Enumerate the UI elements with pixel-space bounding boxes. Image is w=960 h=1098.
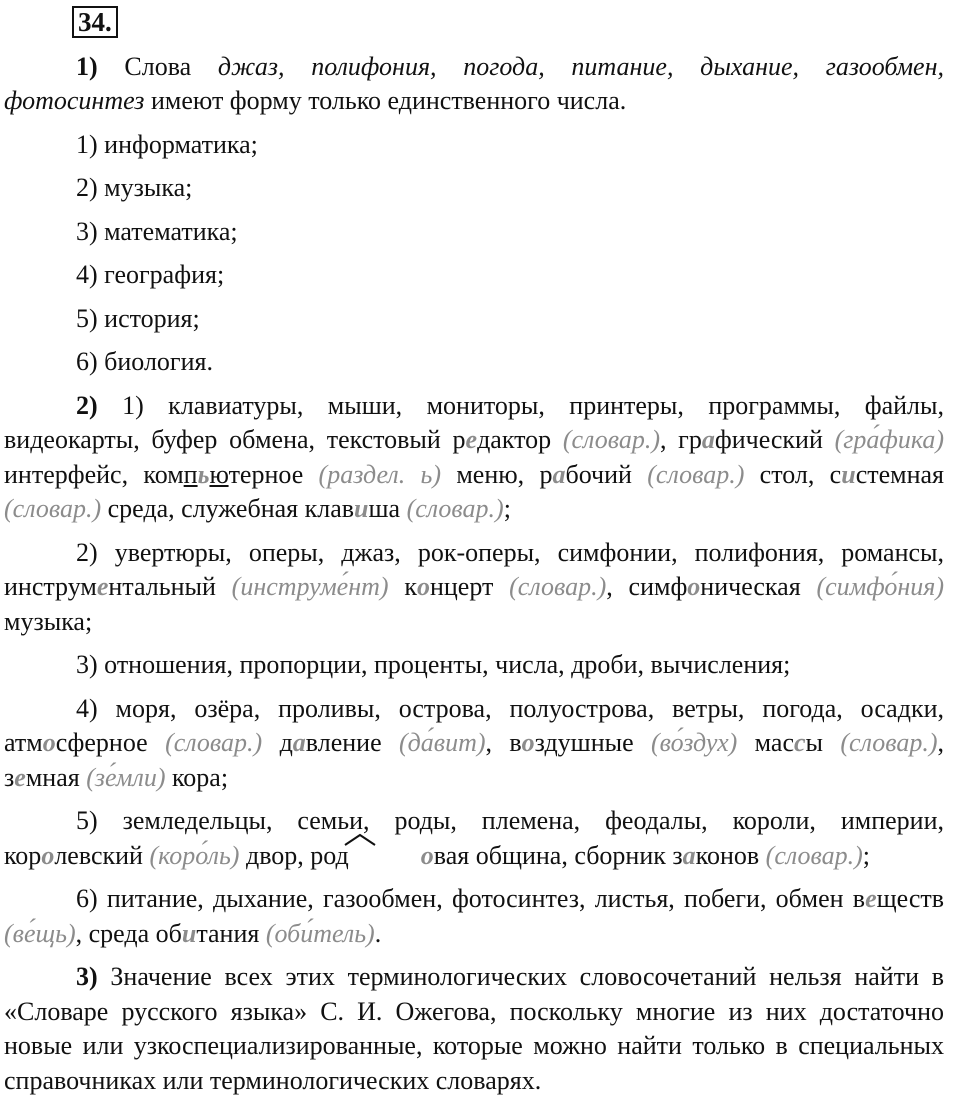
text-run: терное — [228, 459, 319, 489]
text-run: вление — [305, 728, 399, 757]
vowel-mark: а — [292, 728, 306, 757]
vowel-mark: е — [465, 425, 478, 454]
list-item: 3) математика; — [76, 216, 238, 246]
vowel-mark: о — [41, 840, 55, 870]
text-run: 2) увертюры, оперы, джаз, рок-оперы, симфонии, полифония, романсы, инструм — [4, 537, 944, 601]
root-mark — [349, 839, 434, 874]
text-run: , з — [4, 728, 945, 792]
text-run: ; — [503, 494, 511, 523]
vowel-mark: и — [354, 494, 369, 523]
comment: (симфо́ния) — [816, 572, 945, 601]
task-3-label: 3) — [76, 962, 98, 991]
text-run: вая община, сборник з — [433, 840, 683, 870]
vowel-mark: о — [687, 572, 701, 601]
text-run: кора; — [165, 762, 229, 792]
comment: (словар.) — [765, 840, 863, 870]
comment: (коро́ль) — [149, 840, 240, 870]
vowel-mark: о — [420, 840, 434, 870]
task-1-paragraph — [4, 50, 944, 119]
task-2-group-4 — [4, 692, 944, 796]
task-2-group-5 — [4, 804, 944, 873]
comment: (словар.) — [165, 728, 263, 757]
text-run: стемная — [855, 459, 945, 489]
list-item: 4) география; — [76, 260, 225, 289]
text-run: нцерт — [429, 572, 510, 601]
comment: (словар.) — [406, 494, 504, 523]
vowel-mark: и — [841, 459, 856, 489]
text-run: среда, служебная клав — [101, 494, 355, 523]
text-run: тания — [196, 918, 266, 948]
vowel-mark: о — [416, 572, 430, 601]
vowel-mark: и — [181, 918, 197, 948]
vowel-mark: а — [701, 425, 715, 454]
text-run: 5) земледельцы, семьи, роды, племена, феодалы, короли, империи, кор — [4, 806, 944, 870]
vowel-mark: ь — [197, 459, 210, 489]
comment: (словар.) — [509, 572, 607, 601]
text-run: , в — [485, 728, 522, 757]
text-run: , гр — [659, 425, 702, 454]
task-2-group-2 — [4, 536, 944, 640]
vowel-mark: е — [14, 762, 26, 792]
text-run: ша — [368, 494, 407, 523]
text-run: ; — [862, 840, 871, 870]
text-run: ществ — [876, 884, 944, 913]
text-run: ы — [805, 728, 841, 757]
task-1-text-end: имеют форму только единственного числа. — [144, 86, 627, 115]
text-run: меню, р — [441, 459, 553, 489]
comment: (словар.) — [562, 425, 660, 454]
text-run: стол, с — [744, 459, 842, 489]
list-item: 5) история; — [76, 303, 200, 333]
vowel-mark: а — [552, 459, 566, 489]
vowel-mark: е — [96, 572, 109, 601]
underlined-letter: ю — [209, 459, 229, 489]
text-run: интерфейс, ком — [4, 459, 184, 489]
vowel-mark: а — [682, 840, 696, 870]
task-1-text: Слова — [97, 51, 218, 81]
vowel-mark: с — [794, 728, 806, 757]
comment: (инструме́нт) — [231, 572, 389, 601]
comment: (словар.) — [4, 494, 102, 523]
text-run: 4) моря, озёра, проливы, острова, полуострова, ветры, погода, осадки, атм — [4, 693, 944, 757]
vowel-mark: о — [521, 728, 535, 757]
list-item: 6) биология. — [76, 347, 213, 376]
text-run: двор, род — [239, 840, 349, 870]
comment: (словар.) — [840, 728, 938, 757]
text-run: д — [262, 728, 293, 757]
list-item: 2) музыка; — [76, 173, 193, 202]
comment: (зе́мли) — [86, 762, 166, 792]
text-run: здушные — [534, 728, 651, 757]
root-arc-icon — [343, 833, 377, 847]
exercise-number-box: 34. — [72, 6, 118, 38]
underlined-letter: п — [183, 459, 198, 489]
comment: (раздел. ь) — [318, 459, 442, 489]
comment: (да́вит) — [398, 728, 486, 757]
vowel-mark: о — [42, 728, 56, 757]
list-item: 1) информатика; — [76, 129, 258, 159]
task-2-label: 2) — [76, 390, 98, 420]
text-run: фический — [714, 425, 835, 454]
text-run: бочий — [565, 459, 648, 489]
text-run: 1) клавиатуры, мыши, мониторы, принтеры, программы, файлы, видеокарты, буфер обмена, текстовый р — [4, 390, 944, 454]
vowel-mark: е — [865, 884, 877, 913]
text-run: . — [374, 918, 382, 948]
text-run: музыка; — [4, 606, 93, 636]
text-run: конов — [695, 840, 766, 870]
text-run: дактор — [477, 425, 563, 454]
task-1-words: джаз, полифония, погода, питание, дыхание, газообмен, фотосинтез — [4, 51, 944, 115]
text-run: 6) питание, дыхание, газообмен, фотосинтез, листья, побеги, обмен в — [76, 884, 866, 913]
comment: (словар.) — [647, 459, 745, 489]
comment: (гра́фика) — [834, 425, 945, 454]
text-run: ническая — [700, 572, 817, 601]
task-2-group-6 — [4, 882, 944, 951]
text-run: левский — [54, 840, 150, 870]
text-run: нтальный — [108, 572, 232, 601]
comment: (оби́тель) — [265, 918, 375, 948]
task-1-label: 1) — [76, 51, 98, 81]
text-run: , среда об — [75, 918, 182, 948]
task-2-group-1 — [4, 389, 944, 527]
comment: (ве́щь) — [4, 918, 76, 948]
text-run: , симф — [606, 572, 688, 601]
task-3-text: Значение всех этих терминологических словосочетаний нельзя найти в «Словаре русского языка» С. И. Ожегова, поскольку многие из них достаточно новые или узкоспециализированные, которые можно найти только в специальных справочниках или терминологических словарях. — [4, 962, 944, 1095]
task-2-group-3: 3) отношения, пропорции, проценты, числа, дроби, вычисления; — [76, 650, 791, 679]
text-run: мас — [737, 728, 794, 757]
text-run: мная — [25, 762, 87, 792]
comment: (во́здух) — [651, 728, 738, 757]
task-3-paragraph — [4, 960, 944, 1098]
text-run: к — [388, 572, 417, 601]
text-run: сферное — [55, 728, 166, 757]
